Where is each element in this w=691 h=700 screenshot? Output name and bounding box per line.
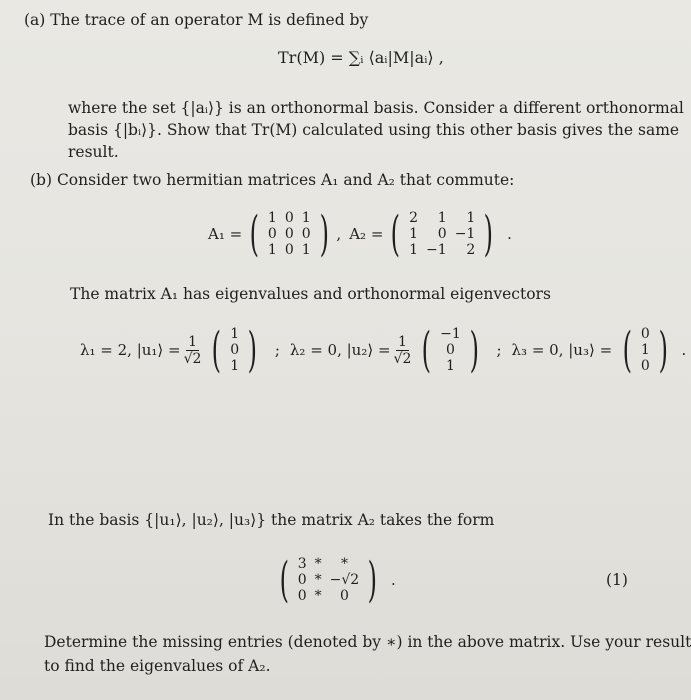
a1-matrix: ( 1 0 1 0 0 0 1 0 1 ) [249,206,329,262]
a2-cell: 1 [466,209,476,226]
a1-cell: 1 [301,241,311,258]
a2-new-cell: 3 [297,555,307,572]
u2-vector: ( −1 0 1 ) [422,322,479,378]
a2-new-cell: * [314,587,322,604]
trace-formula: Tr(M) = ∑ᵢ ⟨aᵢ|M|aᵢ⟩ , [278,48,444,67]
a1-label: A₁ = [208,225,243,243]
u2-cell: 1 [445,357,455,374]
a1-cell: 0 [284,225,294,242]
a2-cell: 1 [437,209,447,226]
a2-cell: 1 [409,225,419,242]
a1-cell: 0 [267,225,277,242]
eig2-label: λ₂ = 0, |u₂⟩ = [289,341,391,359]
a1-cell: 1 [267,209,277,226]
u2-cell: −1 [440,325,461,342]
matrix-definitions: A₁ = ( 1 0 1 0 0 0 1 0 1 ) , A₂ = ( 2 1 1 1 0 −1 1 −1 2 ) . [208,206,512,262]
u1-cell: 1 [230,325,240,342]
u1-cell: 1 [230,357,240,374]
eigen-intro: The matrix A₁ has eigenvalues and orthonormal eigenvectors [70,285,551,303]
a2-new-cell: * [314,555,322,572]
a1-cell: 0 [301,225,311,242]
eig3-label: λ₃ = 0, |u₃⟩ = [511,341,613,359]
u2-cell: 0 [445,341,455,358]
u3-cell: 1 [640,341,650,358]
a2-new-matrix: ( 3 * * 0 * −√2 0 * 0 ) [279,552,378,608]
a2-new-cell: 0 [297,587,307,604]
eigenvector-row: λ₁ = 2, |u₁⟩ = $\frac{1}{√2}$ ( 1 0 1 ) ; λ₂ = 0, |u₂⟩ = $\frac{1}{√2}$ ( −1 0 1 ) ; λ₃ = 0, |u₃⟩ = ( 0 1 0 ) . [80,322,687,378]
final-line1: Determine the missing entries (denoted by ∗) in the above matrix. Use your result [44,633,691,651]
norm-fraction-2: $\frac{1}{√2}$ [393,333,412,367]
a2-cell: 2 [409,209,419,226]
final-line2: to find the eigenvalues of A₂. [44,657,271,675]
part-a-line2: where the set {|aᵢ⟩} is an orthonormal basis. Consider a different orthonormal [68,99,684,117]
part-b-heading: (b) Consider two hermitian matrices A₁ and A₂ that commute: [30,171,515,189]
a2-new-cell: * [314,571,322,588]
part-a-heading: (a) The trace of an operator M is defined by [24,11,369,29]
eig1-label: λ₁ = 2, |u₁⟩ = [80,341,181,359]
a2-new-cell: 0 [339,587,349,604]
a2-cell: 1 [409,241,419,258]
a2-label: A₂ = [349,225,384,243]
part-a-line3: basis {|bᵢ⟩}. Show that Tr(M) calculated using this other basis gives the same [68,121,680,139]
a2-new-cell: * [340,555,348,572]
a1-cell: 1 [301,209,311,226]
norm-fraction-1: $\frac{1}{√2}$ [183,333,202,367]
a2-new-cell: 0 [297,571,307,588]
basis-line: In the basis {|u₁⟩, |u₂⟩, |u₃⟩} the matrix A₂ takes the form [48,511,495,529]
a2-new-basis: ( 3 * * 0 * −√2 0 * 0 ) . [272,548,396,612]
part-a-line4: result. [68,143,119,161]
u3-cell: 0 [640,357,650,374]
a1-cell: 0 [284,241,294,258]
a2-cell: 2 [466,241,476,258]
u3-cell: 0 [640,325,650,342]
u3-vector: ( 0 1 0 ) [622,322,668,378]
u1-vector: ( 1 0 1 ) [212,322,258,378]
equation-number: (1) [606,571,628,589]
u1-cell: 0 [230,341,240,358]
a2-cell: 0 [437,225,447,242]
a2-cell: −1 [454,225,476,242]
a1-cell: 1 [267,241,277,258]
a2-new-cell: −√2 [329,571,360,588]
a2-cell: −1 [426,241,447,258]
a1-cell: 0 [284,209,294,226]
a2-matrix: ( 2 1 1 1 0 −1 1 −1 2 ) [391,206,494,262]
